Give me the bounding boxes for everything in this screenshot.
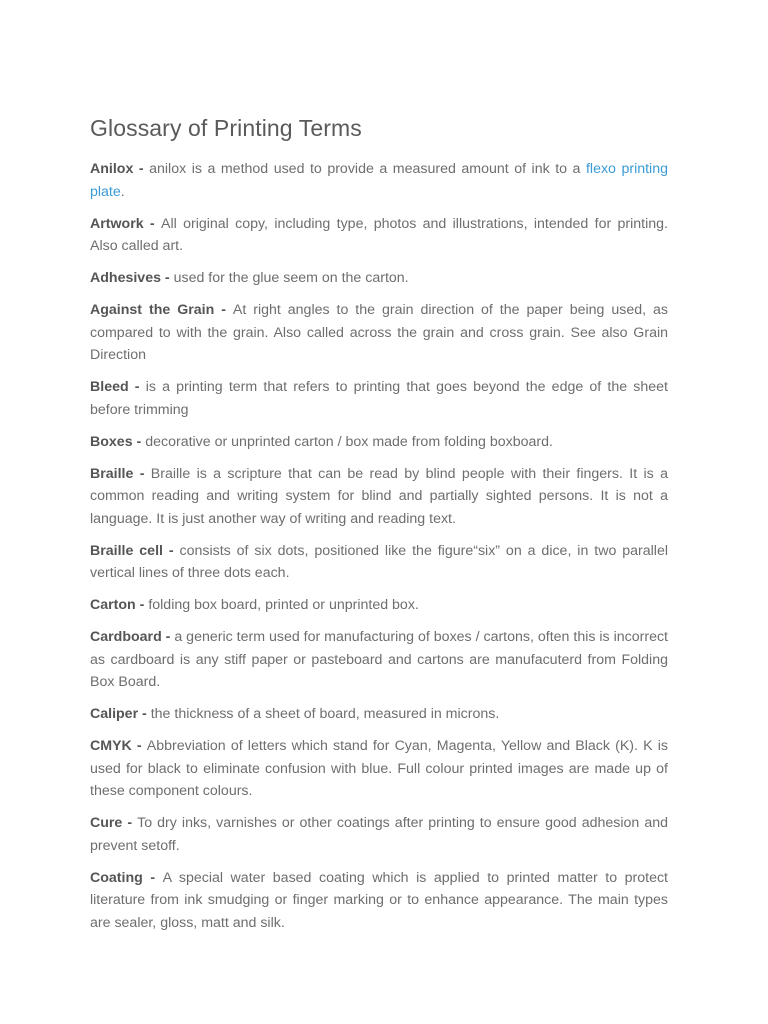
term-definition: a generic term used for manufacturing of boxes / cartons, often this is incorrect as cardboard is any stiff paper or pasteboard and cartons are manufacuterd from Folding Box Board. — [90, 629, 668, 690]
glossary-entry-bleed — [90, 376, 668, 421]
term-label: Against the Grain - — [90, 302, 233, 318]
term-definition: To dry inks, varnishes or other coatings after printing to ensure good adhesion and prevent setoff. — [90, 815, 669, 854]
glossary-entry-cmyk — [90, 735, 668, 803]
term-definition: At right angles to the grain direction of the paper being used, as compared to with the grain. Also called across the grain and cross grain. See also Grain Direction — [90, 302, 668, 363]
term-definition: Abbreviation of letters which stand for Cyan, Magenta, Yellow and Black (K). K is used for black to eliminate confusion with blue. Full colour printed images are made up of these component colours. — [90, 738, 668, 799]
glossary-entry-artwork — [90, 213, 668, 258]
term-definition: folding box board, printed or unprinted box. — [148, 597, 419, 613]
glossary-entry-boxes — [90, 431, 668, 454]
term-definition-end: . — [120, 183, 125, 200]
glossary-entry-coating — [90, 867, 668, 935]
term-label: Braille - — [90, 465, 151, 482]
glossary-entry-caliper — [90, 703, 668, 726]
term-label: Caliper - — [90, 706, 151, 722]
term-label: Carton - — [90, 597, 149, 613]
term-label: Braille cell - — [90, 542, 180, 559]
term-definition: A special water based coating which is applied to printed matter to protect literature from ink smudging or finger marking or to enhance appearance. The main types are sealer, gloss, matt and silk. — [90, 869, 668, 931]
glossary-entry-braille — [90, 463, 668, 531]
glossary-entry-braille-cell — [90, 540, 668, 585]
term-label: Artwork - — [90, 215, 161, 232]
glossary-entry-adhesives — [90, 267, 668, 290]
glossary-entry-against-the-grain — [90, 299, 668, 367]
document-page — [90, 112, 668, 944]
term-definition: anilox is a method used to provide a measured amount of ink to a — [149, 161, 586, 177]
glossary-entry-carton — [90, 594, 668, 617]
term-definition: All original copy, including type, photos and illustrations, intended for printing. Also called art. — [90, 215, 668, 254]
term-definition: is a printing term that refers to printing that goes beyond the edge of the sheet before trimming — [90, 379, 668, 418]
term-label: CMYK - — [90, 738, 147, 754]
term-label: Bleed - — [90, 379, 146, 395]
term-definition: decorative or unprinted carton / box made from folding boxboard. — [145, 433, 553, 450]
term-label: Boxes - — [90, 433, 146, 450]
term-label: Adhesives - — [90, 270, 174, 286]
glossary-entry-anilox — [90, 158, 668, 203]
glossary-entry-cardboard — [90, 626, 668, 694]
glossary-entry-cure — [90, 812, 668, 857]
term-definition: consists of six dots, positioned like the figure“six” on a dice, in two parallel vertical lines of three dots each. — [90, 542, 668, 581]
term-definition: the thickness of a sheet of board, measured in microns. — [150, 706, 500, 722]
term-label: Cure - — [90, 815, 138, 831]
page-title: Glossary of Printing Terms — [90, 115, 362, 141]
flexo-printing-plate-link[interactable]: flexo printing plate — [90, 161, 668, 200]
term-definition: used for the glue seem on the carton. — [173, 270, 409, 286]
term-label: Cardboard - — [90, 629, 175, 645]
term-label: Anilox - — [90, 161, 150, 177]
term-label: Coating - — [90, 869, 163, 886]
term-definition: Braille is a scripture that can be read by blind people with their fingers. It is a common reading and writing system for blind and partially sighted persons. It is not a language. It is just another way of writing and reading text. — [90, 465, 668, 527]
